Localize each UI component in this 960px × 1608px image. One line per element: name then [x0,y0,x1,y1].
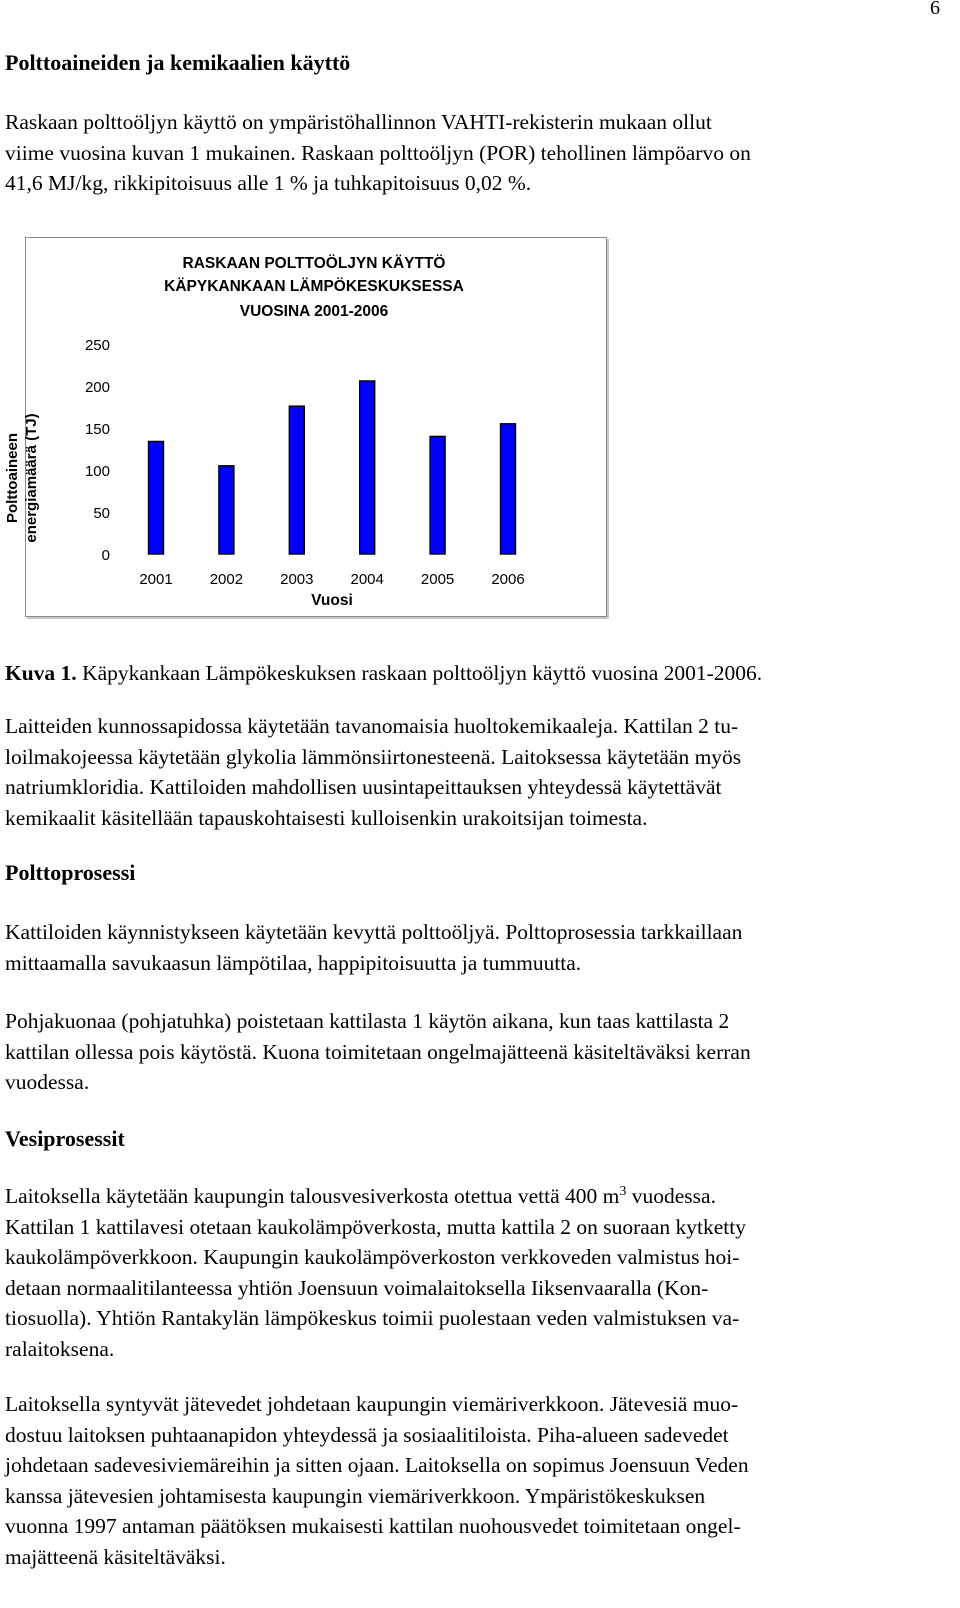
text-line: Pohjakuonaa (pohjatuhka) poistetaan kattilasta 1 käytön aikana, kun taas kattilasta 2 [5,1009,730,1033]
y-axis-label-line: energiamäärä (TJ) [23,413,40,543]
text-line: tiosuolla). Yhtiön Rantakylän lämpökeskus toimii puolestaan veden valmistuksen va- [5,1306,740,1330]
fuel-oil-bar-chart [0,0,960,640]
x-tick-label: 2006 [491,571,525,588]
figure-caption [5,661,762,686]
text-fragment: Laitoksella käytetään kaupungin talousvesiverkosta otettua vettä 400 m [5,1184,620,1208]
y-tick-label: 150 [84,421,110,438]
text-line: kaukolämpöverkkoon. Kaupungin kaukolämpöverkoston verkkoveden valmistus hoi- [5,1245,740,1269]
text-fragment: vuodessa. [626,1184,716,1208]
text-line: Kattilan 1 kattilavesi otetaan kaukolämpöverkosta, mutta kattila 2 on suoraan kytketty [5,1214,746,1239]
page-number: 6 [930,0,940,19]
text-line: loilmakojeessa käytetään glykolia lämmönsiirtonesteenä. Laitoksessa käytetään myös [5,744,742,769]
x-axis-label: Vuosi [311,592,353,609]
paragraph-combustion [5,917,925,978]
paragraph-chemicals [5,711,925,833]
paragraph-bottom-ash [5,1006,925,1098]
bar-2001 [149,441,164,554]
caption-label: Kuva 1. [5,661,77,685]
y-tick-label: 250 [84,337,110,354]
text-line: Kattiloiden käynnistykseen käytetään kevyttä polttoöljyä. Polttoprosessia tarkkaillaan [5,920,743,944]
text-line [5,1181,925,1212]
x-tick-label: 2002 [209,571,244,588]
text-line: Laitoksella syntyvät jätevedet johdetaan kaupungin viemäriverkkoon. Jätevesiä muo- [5,1392,739,1416]
text-line: johdetaan sadevesiviemäreihin ja sitten ojaan. Laitoksella on sopimus Joensuun Veden [5,1453,749,1477]
text-line: 41,6 MJ/kg, rikkipitoisuus alle 1 % ja tuhkapitoisuus 0,02 %. [5,171,532,195]
text-line: dostuu laitoksen puhtaanapidon yhteydessä ja sosiaalitiloista. Piha-alueen sadevedet [5,1422,729,1447]
bar-2003 [289,406,304,554]
y-axis-label-line: Polttoaineen [4,433,21,524]
section-heading-fuels: Polttoaineiden ja kemikaalien käyttö [5,50,351,75]
text-line: kanssa jätevesien johtamisesta kaupungin viemäriverkkoon. Ympäristökeskuksen [5,1483,706,1508]
chart-title-line: VUOSINA 2001-2006 [239,303,389,320]
y-tick-label: 0 [101,547,110,564]
text-line: Raskaan polttoöljyn käyttö on ympäristöhallinnon VAHTI-rekisterin mukaan ollut [5,110,712,134]
text-line: natriumkloridia. Kattiloiden mahdollisen uusintapeittauksen yhteydessä käytettävät [5,775,722,799]
text-line: vuonna 1997 antaman päätöksen mukaisesti kattilan nuohousvedet toimitetaan ongel- [5,1514,741,1538]
chart-title-line: RASKAAN POLTTOÖLJYN KÄYTTÖ [182,255,446,272]
y-tick-label: 200 [84,379,110,396]
text-line: detaan normaalitilanteessa yhtiön Joensuun voimalaitoksella Iiksenvaaralla (Kon- [5,1275,709,1300]
text-line: majätteenä käsiteltäväksi. [5,1544,226,1569]
x-tick-label: 2005 [420,571,455,588]
text-line: mittaamalla savukaasun lämpötilaa, happipitoisuutta ja tummuutta. [5,950,582,975]
bar-2002 [219,466,234,554]
chart-title-line: KÄPYKANKAAN LÄMPÖKESKUKSESSA [164,278,464,295]
superscript: 3 [619,1183,627,1199]
text-line: vuodessa. [5,1070,90,1094]
x-tick-label: 2003 [280,571,314,588]
caption-text: Käpykankaan Lämpökeskuksen raskaan polttoöljyn käyttö vuosina 2001-2006. [76,661,763,685]
y-axis-label [3,393,55,563]
y-tick-label: 50 [93,505,110,522]
bar-2006 [501,424,516,554]
text-line: ralaitoksena. [5,1336,115,1361]
section-heading-combustion: Polttoprosessi [5,860,136,885]
paragraph-water-supply [5,1181,925,1364]
y-tick-label: 100 [84,463,110,480]
x-tick-label: 2004 [350,571,384,588]
x-tick-label: 2001 [139,571,173,588]
text-line: kattilan ollessa pois käytöstä. Kuona toimitetaan ongelmajätteenä käsiteltäväksi kerran [5,1039,751,1064]
bar-2005 [430,436,445,554]
text-line: Laitteiden kunnossapidossa käytetään tavanomaisia huoltokemikaaleja. Kattilan 2 tu- [5,714,739,738]
paragraph-wastewater [5,1389,925,1572]
bar-2004 [360,381,375,554]
section-heading-water: Vesiprosessit [5,1126,125,1151]
text-line: kemikaalit käsitellään tapauskohtaisesti kulloisenkin urakoitsijan toimesta. [5,805,648,830]
text-line: viime vuosina kuvan 1 mukainen. Raskaan polttoöljyn (POR) tehollinen lämpöarvo on [5,140,751,165]
